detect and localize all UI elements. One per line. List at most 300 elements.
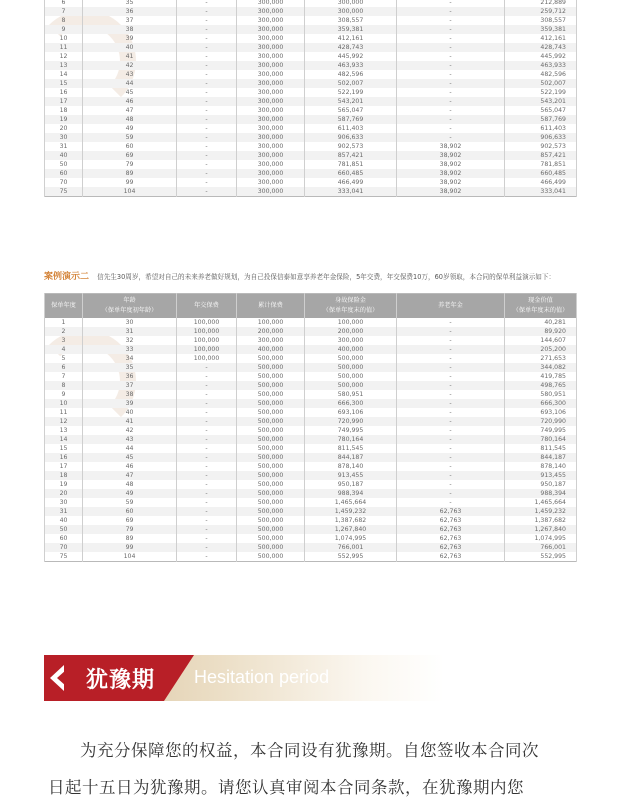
table-cell: 17 — [45, 97, 83, 106]
table-cell: - — [397, 133, 505, 142]
table-cell: 38,902 — [397, 178, 505, 187]
table-cell: 500,000 — [237, 498, 305, 507]
table-cell: 500,000 — [237, 408, 305, 417]
table-row — [45, 34, 577, 43]
table-cell: - — [177, 525, 237, 534]
table-cell: 15 — [45, 444, 83, 453]
table-cell: - — [397, 390, 505, 399]
table-cell: 1,465,664 — [505, 498, 577, 507]
table-cell: 543,201 — [505, 97, 577, 106]
table-cell: 950,187 — [305, 480, 397, 489]
table-cell: 212,889 — [505, 0, 577, 7]
table-row — [45, 516, 577, 525]
table-cell: 9 — [45, 390, 83, 399]
table-cell: - — [397, 399, 505, 408]
table-cell: - — [397, 453, 505, 462]
table-cell: 5 — [45, 354, 83, 363]
table-cell: 99 — [83, 178, 177, 187]
table-cell: 300,000 — [237, 115, 305, 124]
table-cell: 35 — [83, 363, 177, 372]
table-cell: 811,545 — [505, 444, 577, 453]
table-row — [45, 435, 577, 444]
table-cell: 34 — [83, 354, 177, 363]
table-cell: 500,000 — [237, 453, 305, 462]
table-cell: - — [397, 372, 505, 381]
table-cell: 46 — [83, 97, 177, 106]
table-cell: 1,459,232 — [305, 507, 397, 516]
table-cell: 500,000 — [237, 471, 305, 480]
table-cell: 781,851 — [305, 160, 397, 169]
table-cell: - — [177, 0, 237, 7]
table-cell: 500,000 — [237, 534, 305, 543]
table-cell: - — [397, 471, 505, 480]
table-cell: 13 — [45, 61, 83, 70]
table-cell: 500,000 — [237, 435, 305, 444]
table-cell: 100,000 — [237, 318, 305, 327]
table-cell: 500,000 — [237, 444, 305, 453]
table-row — [45, 16, 577, 25]
table-cell: 35 — [83, 0, 177, 7]
table-row — [45, 399, 577, 408]
table-cell: 200,000 — [305, 327, 397, 336]
table-cell: - — [177, 516, 237, 525]
table-cell: 500,000 — [237, 381, 305, 390]
table-row — [45, 52, 577, 61]
table-header-cell: 保单年度 — [45, 294, 83, 319]
table-row — [45, 327, 577, 336]
table-cell: 502,007 — [505, 79, 577, 88]
table-cell: 780,164 — [305, 435, 397, 444]
table-cell: 259,712 — [505, 7, 577, 16]
table-cell: 6 — [45, 0, 83, 7]
table-row — [45, 525, 577, 534]
banner-title-cn: 犹豫期 — [86, 668, 156, 693]
table-row — [45, 318, 577, 327]
table-cell: 811,545 — [305, 444, 397, 453]
table-cell: 300,000 — [237, 61, 305, 70]
table-cell: 62,763 — [397, 552, 505, 562]
table-row — [45, 0, 577, 7]
table-cell: - — [397, 462, 505, 471]
table-cell: 18 — [45, 471, 83, 480]
table-cell: - — [397, 97, 505, 106]
table-cell: 693,106 — [305, 408, 397, 417]
table-cell: 62,763 — [397, 534, 505, 543]
table-cell: - — [177, 444, 237, 453]
table-cell: - — [397, 88, 505, 97]
table-cell: 13 — [45, 426, 83, 435]
table-cell: 565,047 — [305, 106, 397, 115]
table-cell: 482,596 — [305, 70, 397, 79]
table-row — [45, 543, 577, 552]
table-row — [45, 390, 577, 399]
table-row — [45, 372, 577, 381]
table-cell: - — [177, 97, 237, 106]
table-cell: - — [177, 372, 237, 381]
table-cell: - — [397, 106, 505, 115]
table-row — [45, 106, 577, 115]
table-cell: - — [397, 124, 505, 133]
table-cell: 60 — [83, 507, 177, 516]
table-cell: 950,187 — [505, 480, 577, 489]
table-cell: - — [177, 471, 237, 480]
table-cell: - — [177, 381, 237, 390]
table-cell: 7 — [45, 372, 83, 381]
table-cell: 104 — [83, 187, 177, 197]
table-cell: 49 — [83, 124, 177, 133]
table-cell: 75 — [45, 552, 83, 562]
table-cell: 333,041 — [305, 187, 397, 197]
table-row — [45, 480, 577, 489]
table-cell: 43 — [83, 70, 177, 79]
table-cell: 300,000 — [237, 43, 305, 52]
benefit-table-case-1 — [44, 0, 577, 197]
table-header-cell: 养老年金 — [397, 294, 505, 319]
table-cell: 988,394 — [505, 489, 577, 498]
table-cell: 59 — [83, 133, 177, 142]
table-header-cell: 累计保费 — [237, 294, 305, 319]
table-cell: - — [177, 453, 237, 462]
case-2-title: 案例演示二 — [44, 272, 90, 282]
table-cell: 300,000 — [237, 142, 305, 151]
table-cell: 59 — [83, 498, 177, 507]
table-cell: - — [397, 7, 505, 16]
hesitation-period-banner — [44, 655, 444, 701]
table-row — [45, 61, 577, 70]
table-cell: 11 — [45, 408, 83, 417]
table-cell: 14 — [45, 435, 83, 444]
table-cell: 502,007 — [305, 79, 397, 88]
table-cell: 300,000 — [237, 97, 305, 106]
table-cell: 500,000 — [237, 525, 305, 534]
table-cell: 45 — [83, 453, 177, 462]
table-cell: 988,394 — [305, 489, 397, 498]
table-cell: 1,459,232 — [505, 507, 577, 516]
table-cell: 79 — [83, 525, 177, 534]
table-cell: 144,607 — [505, 336, 577, 345]
table-cell: 419,785 — [505, 372, 577, 381]
table-row — [45, 169, 577, 178]
table-cell: 902,573 — [305, 142, 397, 151]
table-cell: - — [397, 480, 505, 489]
case-2-description: 信先生30周岁，希望对自己的未来养老做好规划，为自己投保信泰如意享养老年金保险，5年交费，年交保费10万，60岁领取，本合同的保单利益演示如下： — [97, 273, 556, 281]
table-cell: 611,403 — [505, 124, 577, 133]
table-cell: - — [177, 25, 237, 34]
table-cell: 552,995 — [505, 552, 577, 562]
table-cell: 40 — [83, 43, 177, 52]
table-cell: - — [177, 462, 237, 471]
table-cell: 14 — [45, 70, 83, 79]
table-cell: 587,769 — [305, 115, 397, 124]
table-cell: 42 — [83, 426, 177, 435]
table-cell: 15 — [45, 79, 83, 88]
table-cell: - — [177, 43, 237, 52]
table-cell: 300,000 — [237, 16, 305, 25]
table-cell: - — [177, 507, 237, 516]
table-cell: - — [397, 489, 505, 498]
table-cell: - — [397, 327, 505, 336]
table-cell: - — [177, 34, 237, 43]
table-cell: - — [177, 363, 237, 372]
table-cell: 39 — [83, 399, 177, 408]
table-cell: 45 — [83, 88, 177, 97]
table-cell: 857,421 — [505, 151, 577, 160]
table-cell: 781,851 — [505, 160, 577, 169]
table-cell: 466,499 — [305, 178, 397, 187]
table-cell: - — [177, 142, 237, 151]
table-cell: 500,000 — [305, 363, 397, 372]
body-text-line-1: 为充分保障您的权益，本合同设有犹豫期。自您签收本合同次 — [80, 741, 539, 760]
benefit-table-case-2 — [44, 293, 577, 562]
table-cell: 1,074,995 — [305, 534, 397, 543]
table-cell: 466,499 — [505, 178, 577, 187]
table-cell: 428,743 — [305, 43, 397, 52]
table-cell: 100,000 — [177, 327, 237, 336]
table-header-cell: 年交保费 — [177, 294, 237, 319]
table-cell: 2 — [45, 327, 83, 336]
table-cell: 543,201 — [305, 97, 397, 106]
table-cell: - — [177, 151, 237, 160]
table-cell: 720,990 — [505, 417, 577, 426]
table-cell: 47 — [83, 106, 177, 115]
table-cell: 100,000 — [177, 336, 237, 345]
table-cell: 38 — [83, 25, 177, 34]
table-cell: 1,387,682 — [305, 516, 397, 525]
table-row — [45, 151, 577, 160]
table-cell: 693,106 — [505, 408, 577, 417]
table-cell: 40 — [45, 151, 83, 160]
table-cell: 20 — [45, 124, 83, 133]
table-cell: 36 — [83, 372, 177, 381]
table-cell: 300,000 — [237, 160, 305, 169]
table-cell: - — [177, 16, 237, 25]
table-cell: 445,992 — [505, 52, 577, 61]
table-cell: - — [397, 70, 505, 79]
table-cell: - — [177, 61, 237, 70]
table-cell: 878,140 — [305, 462, 397, 471]
table-cell: 32 — [83, 336, 177, 345]
table-cell: 100,000 — [177, 318, 237, 327]
table-cell: 300,000 — [237, 124, 305, 133]
table-cell: 31 — [45, 142, 83, 151]
table-cell: - — [397, 318, 505, 327]
table-cell: 60 — [45, 534, 83, 543]
table-cell: 62,763 — [397, 543, 505, 552]
table-cell: 749,995 — [305, 426, 397, 435]
table-cell: 18 — [45, 106, 83, 115]
table-cell: 48 — [83, 115, 177, 124]
table-row — [45, 363, 577, 372]
table-cell: 50 — [45, 160, 83, 169]
table-cell: 44 — [83, 79, 177, 88]
table-row — [45, 79, 577, 88]
table-cell: 498,765 — [505, 381, 577, 390]
table-cell: 500,000 — [237, 399, 305, 408]
table-row — [45, 115, 577, 124]
table-cell: - — [177, 417, 237, 426]
table-cell: 40 — [83, 408, 177, 417]
table-cell: 359,381 — [505, 25, 577, 34]
chevron-left-icon-inner — [57, 670, 66, 686]
table-cell: 41 — [83, 417, 177, 426]
table-cell: 89,920 — [505, 327, 577, 336]
table-cell: 878,140 — [505, 462, 577, 471]
table-cell: - — [177, 160, 237, 169]
table-cell: - — [397, 16, 505, 25]
table-cell: 60 — [83, 142, 177, 151]
table-cell: 300,000 — [237, 178, 305, 187]
table-cell: - — [177, 480, 237, 489]
table-cell: - — [177, 88, 237, 97]
table-row — [45, 142, 577, 151]
table-cell: - — [397, 115, 505, 124]
table-cell: 500,000 — [305, 354, 397, 363]
table-cell: 100,000 — [177, 345, 237, 354]
table-row — [45, 345, 577, 354]
table-cell: 62,763 — [397, 516, 505, 525]
table-cell: 1,387,682 — [505, 516, 577, 525]
table-cell: 200,000 — [237, 327, 305, 336]
table-cell: 104 — [83, 552, 177, 562]
table-cell: - — [177, 435, 237, 444]
table-row — [45, 43, 577, 52]
table-cell: 31 — [83, 327, 177, 336]
table-cell: 580,951 — [305, 390, 397, 399]
table-cell: 300,000 — [237, 25, 305, 34]
table-cell: 500,000 — [237, 390, 305, 399]
table-cell: 522,199 — [505, 88, 577, 97]
table-cell: 766,001 — [305, 543, 397, 552]
table-cell: 1,465,664 — [305, 498, 397, 507]
table-cell: 308,557 — [305, 16, 397, 25]
table-cell: 913,455 — [305, 471, 397, 480]
table-cell: - — [397, 435, 505, 444]
table-cell: 660,485 — [505, 169, 577, 178]
table-cell: - — [177, 115, 237, 124]
table-row — [45, 160, 577, 169]
table-cell: - — [177, 79, 237, 88]
table-cell: - — [177, 498, 237, 507]
table-cell: 70 — [45, 543, 83, 552]
table-cell: 412,161 — [505, 34, 577, 43]
table-cell: - — [397, 444, 505, 453]
table-cell: 300,000 — [237, 34, 305, 43]
table-cell: 42 — [83, 61, 177, 70]
table-cell: 500,000 — [237, 462, 305, 471]
table-cell: 412,161 — [305, 34, 397, 43]
table-cell: 300,000 — [237, 133, 305, 142]
table-cell: - — [397, 381, 505, 390]
table-cell: 12 — [45, 52, 83, 61]
table-cell: 44 — [83, 444, 177, 453]
table-cell: 10 — [45, 399, 83, 408]
table-cell: 37 — [83, 381, 177, 390]
table-cell: 50 — [45, 525, 83, 534]
table-cell: 500,000 — [237, 543, 305, 552]
table-cell: 6 — [45, 363, 83, 372]
table-cell: 9 — [45, 25, 83, 34]
table-cell: 40 — [45, 516, 83, 525]
table-cell: - — [177, 543, 237, 552]
table-cell: 300,000 — [305, 0, 397, 7]
table-cell: 41 — [83, 52, 177, 61]
table-cell: 580,951 — [505, 390, 577, 399]
table-cell: 17 — [45, 462, 83, 471]
table-cell: - — [177, 187, 237, 197]
table-cell: 300,000 — [237, 169, 305, 178]
table-cell: 3 — [45, 336, 83, 345]
table-cell: 38,902 — [397, 187, 505, 197]
table-row — [45, 417, 577, 426]
table-cell: 38 — [83, 390, 177, 399]
table-cell: - — [177, 552, 237, 562]
table-cell: 587,769 — [505, 115, 577, 124]
table-cell: 720,990 — [305, 417, 397, 426]
table-cell: 445,992 — [305, 52, 397, 61]
table-cell: 62,763 — [397, 525, 505, 534]
table-cell: 1,267,840 — [305, 525, 397, 534]
table-cell: - — [397, 426, 505, 435]
body-text-line-2: 日起十五日为犹豫期。请您认真审阅本合同条款，在犹豫期内您 — [48, 778, 524, 797]
table-cell: 60 — [45, 169, 83, 178]
table-row — [45, 381, 577, 390]
table-cell: 500,000 — [237, 552, 305, 562]
table-cell: - — [397, 363, 505, 372]
table-cell: - — [177, 106, 237, 115]
table-cell: 300,000 — [237, 0, 305, 7]
table-cell: 99 — [83, 543, 177, 552]
table-cell: 780,164 — [505, 435, 577, 444]
table-cell: - — [177, 52, 237, 61]
table-row — [45, 507, 577, 516]
table-cell: 7 — [45, 7, 83, 16]
table-cell: - — [177, 178, 237, 187]
table-cell: 48 — [83, 480, 177, 489]
table-cell: 43 — [83, 435, 177, 444]
table-cell: 79 — [83, 160, 177, 169]
table-cell: 500,000 — [237, 354, 305, 363]
table-row — [45, 124, 577, 133]
table-cell: - — [177, 7, 237, 16]
table-cell: 1,074,995 — [505, 534, 577, 543]
table-header-cell: 身故保险金 （保单年度末的值） — [305, 294, 397, 319]
table-cell: 611,403 — [305, 124, 397, 133]
table-row — [45, 471, 577, 480]
table-cell: 8 — [45, 16, 83, 25]
table-cell: 100,000 — [305, 318, 397, 327]
table-cell: - — [177, 426, 237, 435]
table-cell: 300,000 — [237, 187, 305, 197]
table-cell: - — [177, 489, 237, 498]
table-cell: 62,763 — [397, 507, 505, 516]
table-cell: 4 — [45, 345, 83, 354]
table-cell: 49 — [83, 489, 177, 498]
table-cell: 844,187 — [305, 453, 397, 462]
table-cell: 902,573 — [505, 142, 577, 151]
table-cell: 300,000 — [305, 7, 397, 16]
table-cell: - — [177, 70, 237, 79]
table-cell: 20 — [45, 489, 83, 498]
table-cell: 38,902 — [397, 142, 505, 151]
table-cell: 271,653 — [505, 354, 577, 363]
table-cell: 38,902 — [397, 160, 505, 169]
table-header-cell: 年龄 （保单年度初年龄） — [83, 294, 177, 319]
table-cell: 19 — [45, 115, 83, 124]
table-cell: 11 — [45, 43, 83, 52]
table-cell: - — [397, 0, 505, 7]
table-row — [45, 498, 577, 507]
table-cell: 300,000 — [237, 79, 305, 88]
